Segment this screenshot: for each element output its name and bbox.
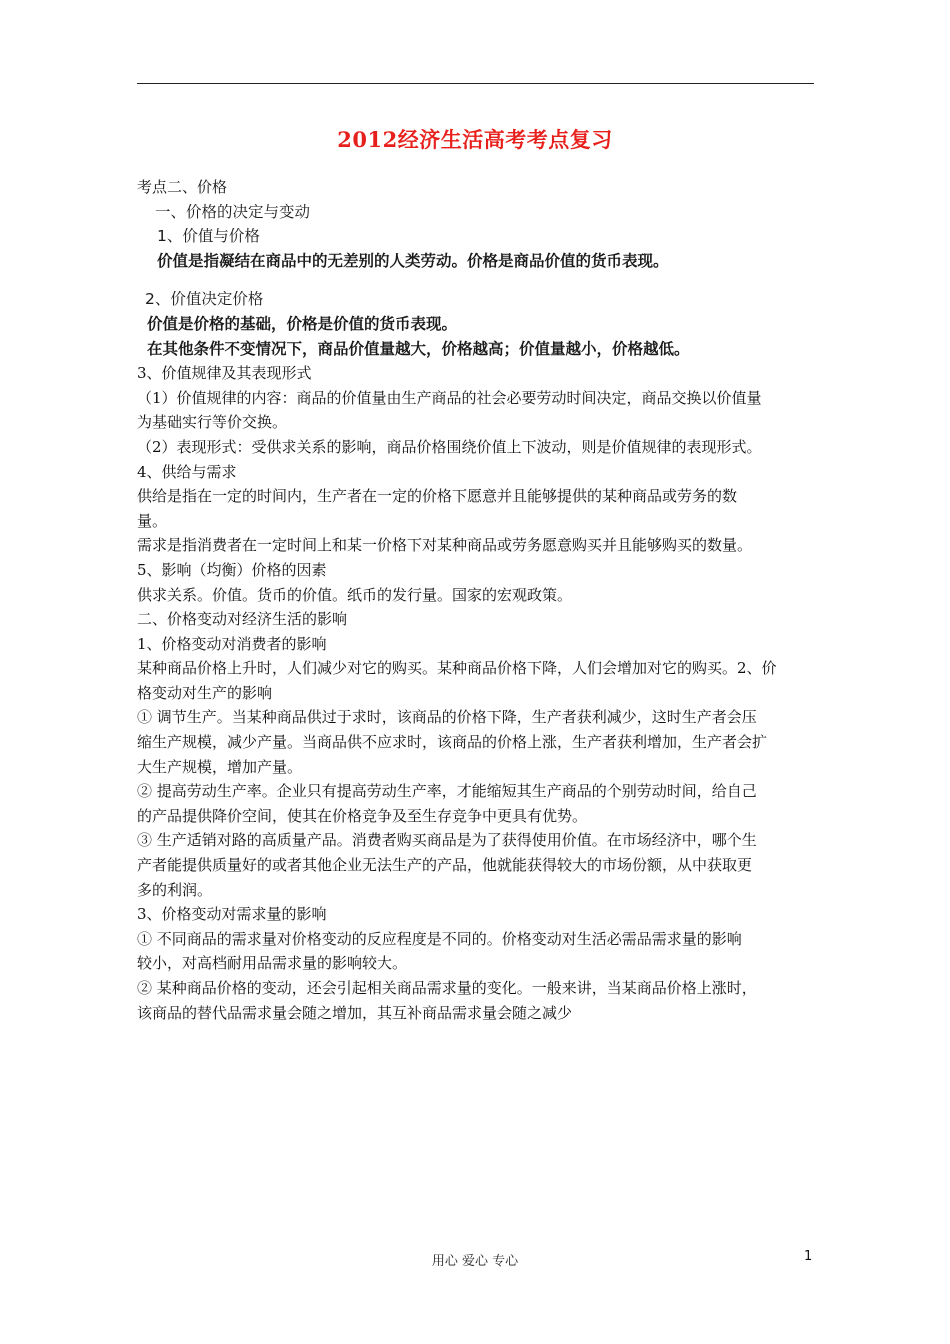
text-line: 4、供给与需求: [137, 462, 237, 481]
text-line: 1、价格变动对消费者的影响: [137, 634, 327, 653]
page-number: 1: [804, 1249, 813, 1264]
text-line: 3、价格变动对需求量的影响: [137, 905, 327, 924]
footer-slogan: 用心 爱心 专心: [431, 1254, 519, 1269]
text-line: 多的利润。: [137, 880, 213, 899]
text-line: 产者能提供质量好的或者其他企业无法生产的产品，他就能获得较大的市场份额，从中获取更: [137, 856, 753, 875]
text-line: 2、价值决定价格: [145, 290, 264, 309]
text-line: 需求是指消费者在一定时间上和某一价格下对某种商品或劳务愿意购买并且能够购买的数量。: [137, 536, 753, 555]
text-line: ③ 生产适销对路的高质量产品。消费者购买商品是为了获得使用价值。在市场经济中，哪个生: [137, 831, 757, 850]
text-line: ① 不同商品的需求量对价格变动的反应程度是不同的。价格变动对生活必需品需求量的影响: [137, 929, 742, 948]
text-line: ① 调节生产。当某种商品供过于求时，该商品的价格下降，生产者获利减少，这时生产者会压: [137, 708, 757, 727]
text-line: 价值是指凝结在商品中的无差别的人类劳动。价格是商品价值的货币表现。: [157, 251, 669, 270]
text-line: 一、价格的决定与变动: [155, 202, 311, 221]
text-line: 格变动对生产的影响: [137, 683, 273, 702]
document-title: 2012经济生活高考考点复习: [337, 127, 613, 152]
document-body: [137, 175, 817, 1025]
text-line: 大生产规模，增加产量。: [137, 757, 303, 776]
text-line: 二、价格变动对经济生活的影响: [137, 610, 348, 629]
header-rule: [137, 83, 814, 84]
text-line: 缩生产规模，减少产量。当商品供不应求时，该商品的价格上涨，生产者获利增加，生产者会扩: [137, 733, 768, 752]
text-line: 量。: [137, 511, 168, 530]
text-line: 供给是指在一定的时间内，生产者在一定的价格下愿意并且能够提供的某种商品或劳务的数: [137, 487, 738, 506]
text-line: ② 某种商品价格的变动，还会引起相关商品需求量的变化。一般来讲，当某商品价格上涨时，: [137, 979, 757, 997]
text-line: 5、影响（均衡）价格的因素: [137, 560, 327, 579]
text-line: 供求关系。价值。货币的价值。纸币的发行量。国家的宏观政策。: [137, 585, 573, 604]
spacer: [137, 273, 817, 287]
text-line: 3、价值规律及其表现形式: [137, 364, 312, 383]
text-line: （1）价值规律的内容：商品的价值量由生产商品的社会必要劳动时间决定，商品交换以价值量: [137, 388, 762, 407]
text-line: 为基础实行等价交换。: [137, 413, 288, 432]
text-line: 的产品提供降价空间，使其在价格竞争及至生存竞争中更具有优势。: [137, 806, 588, 825]
text-line: 1、价值与价格: [157, 227, 260, 246]
text-line: （2）表现形式：受供求关系的影响，商品价格围绕价值上下波动，则是价值规律的表现形式。: [137, 437, 762, 456]
text-line: ② 提高劳动生产率。企业只有提高劳动生产率，才能缩短其生产商品的个别劳动时间，给自己: [137, 782, 757, 801]
text-line: 该商品的替代品需求量会随之增加，其互补商品需求量会随之减少: [137, 1003, 573, 1022]
text-line: 价值是价格的基础，价格是价值的货币表现。: [147, 314, 458, 333]
text-line: 在其他条件不变情况下，商品价值量越大，价格越高；价值量越小，价格越低。: [147, 339, 690, 358]
text-line: 较小，对高档耐用品需求量的影响较大。: [137, 954, 408, 973]
text-line: 考点二、价格: [137, 178, 228, 196]
text-line: 某种商品价格上升时，人们减少对它的购买。某种商品价格下降，人们会增加对它的购买。2、价: [137, 659, 777, 678]
